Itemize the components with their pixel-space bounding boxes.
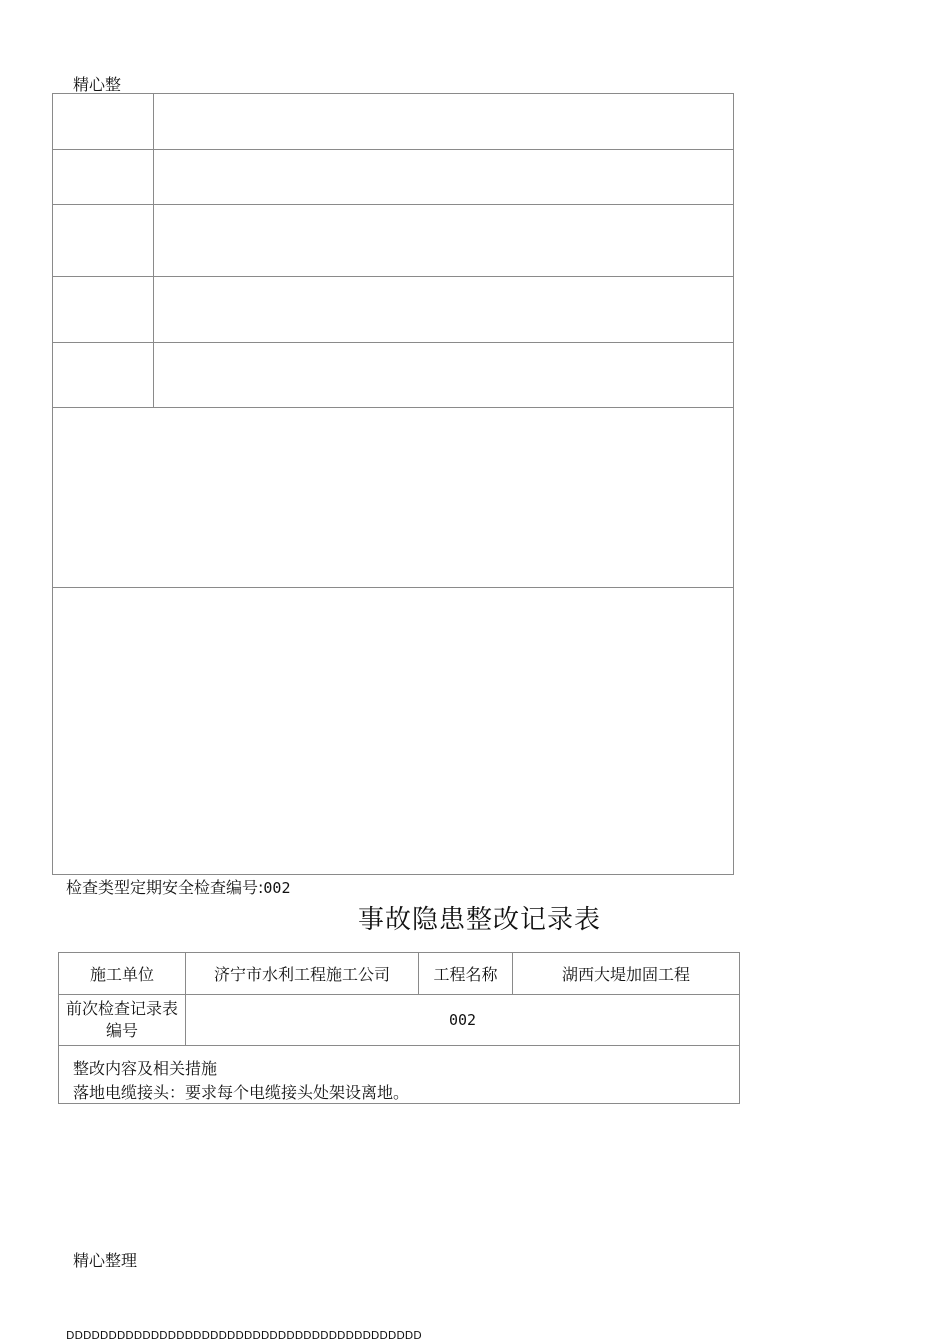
blank-row	[53, 277, 733, 343]
blank-label-cell	[53, 205, 154, 276]
construction-unit-value: 济宁市水利工程施工公司	[213, 965, 390, 984]
rectification-content-value: 落地电缆接头：要求每个电缆接头处架设离地。	[73, 1083, 410, 1102]
blank-row	[53, 343, 733, 408]
blank-form-table	[52, 93, 734, 875]
blank-label-cell	[53, 277, 154, 342]
rectification-content	[73, 1057, 409, 1105]
project-name-label: 工程名称	[433, 965, 498, 984]
blank-label-cell	[53, 343, 154, 407]
blank-label-cell	[53, 94, 154, 149]
rectification-content-label: 整改内容及相关措施	[73, 1059, 218, 1078]
blank-row	[53, 94, 733, 150]
blank-wide-row	[53, 408, 733, 588]
previous-record-number-value: 002	[448, 1011, 477, 1029]
row-divider	[59, 1045, 739, 1046]
footer-note: 精心整理	[73, 1251, 138, 1270]
inspection-type-label: 检查类型定期安全检查编号:	[66, 878, 264, 897]
blank-label-cell	[53, 150, 154, 204]
project-name-value: 湖西大堤加固工程	[561, 965, 690, 984]
rectification-record-table	[58, 952, 740, 1104]
inspection-info	[66, 878, 291, 898]
previous-record-number-label: 前次检查记录表编号	[65, 999, 178, 1040]
document-title: 事故隐患整改记录表	[358, 905, 602, 935]
footer-filler-text: DDDDDDDDDDDDDDDDDDDDDDDDDDDDDDDDDDDDDDDDDD	[66, 1329, 422, 1342]
blank-row	[53, 150, 733, 205]
construction-unit-label: 施工单位	[89, 965, 154, 984]
header-note: 精心整	[73, 75, 122, 94]
inspection-number: 002	[263, 879, 291, 897]
blank-row	[53, 205, 733, 277]
